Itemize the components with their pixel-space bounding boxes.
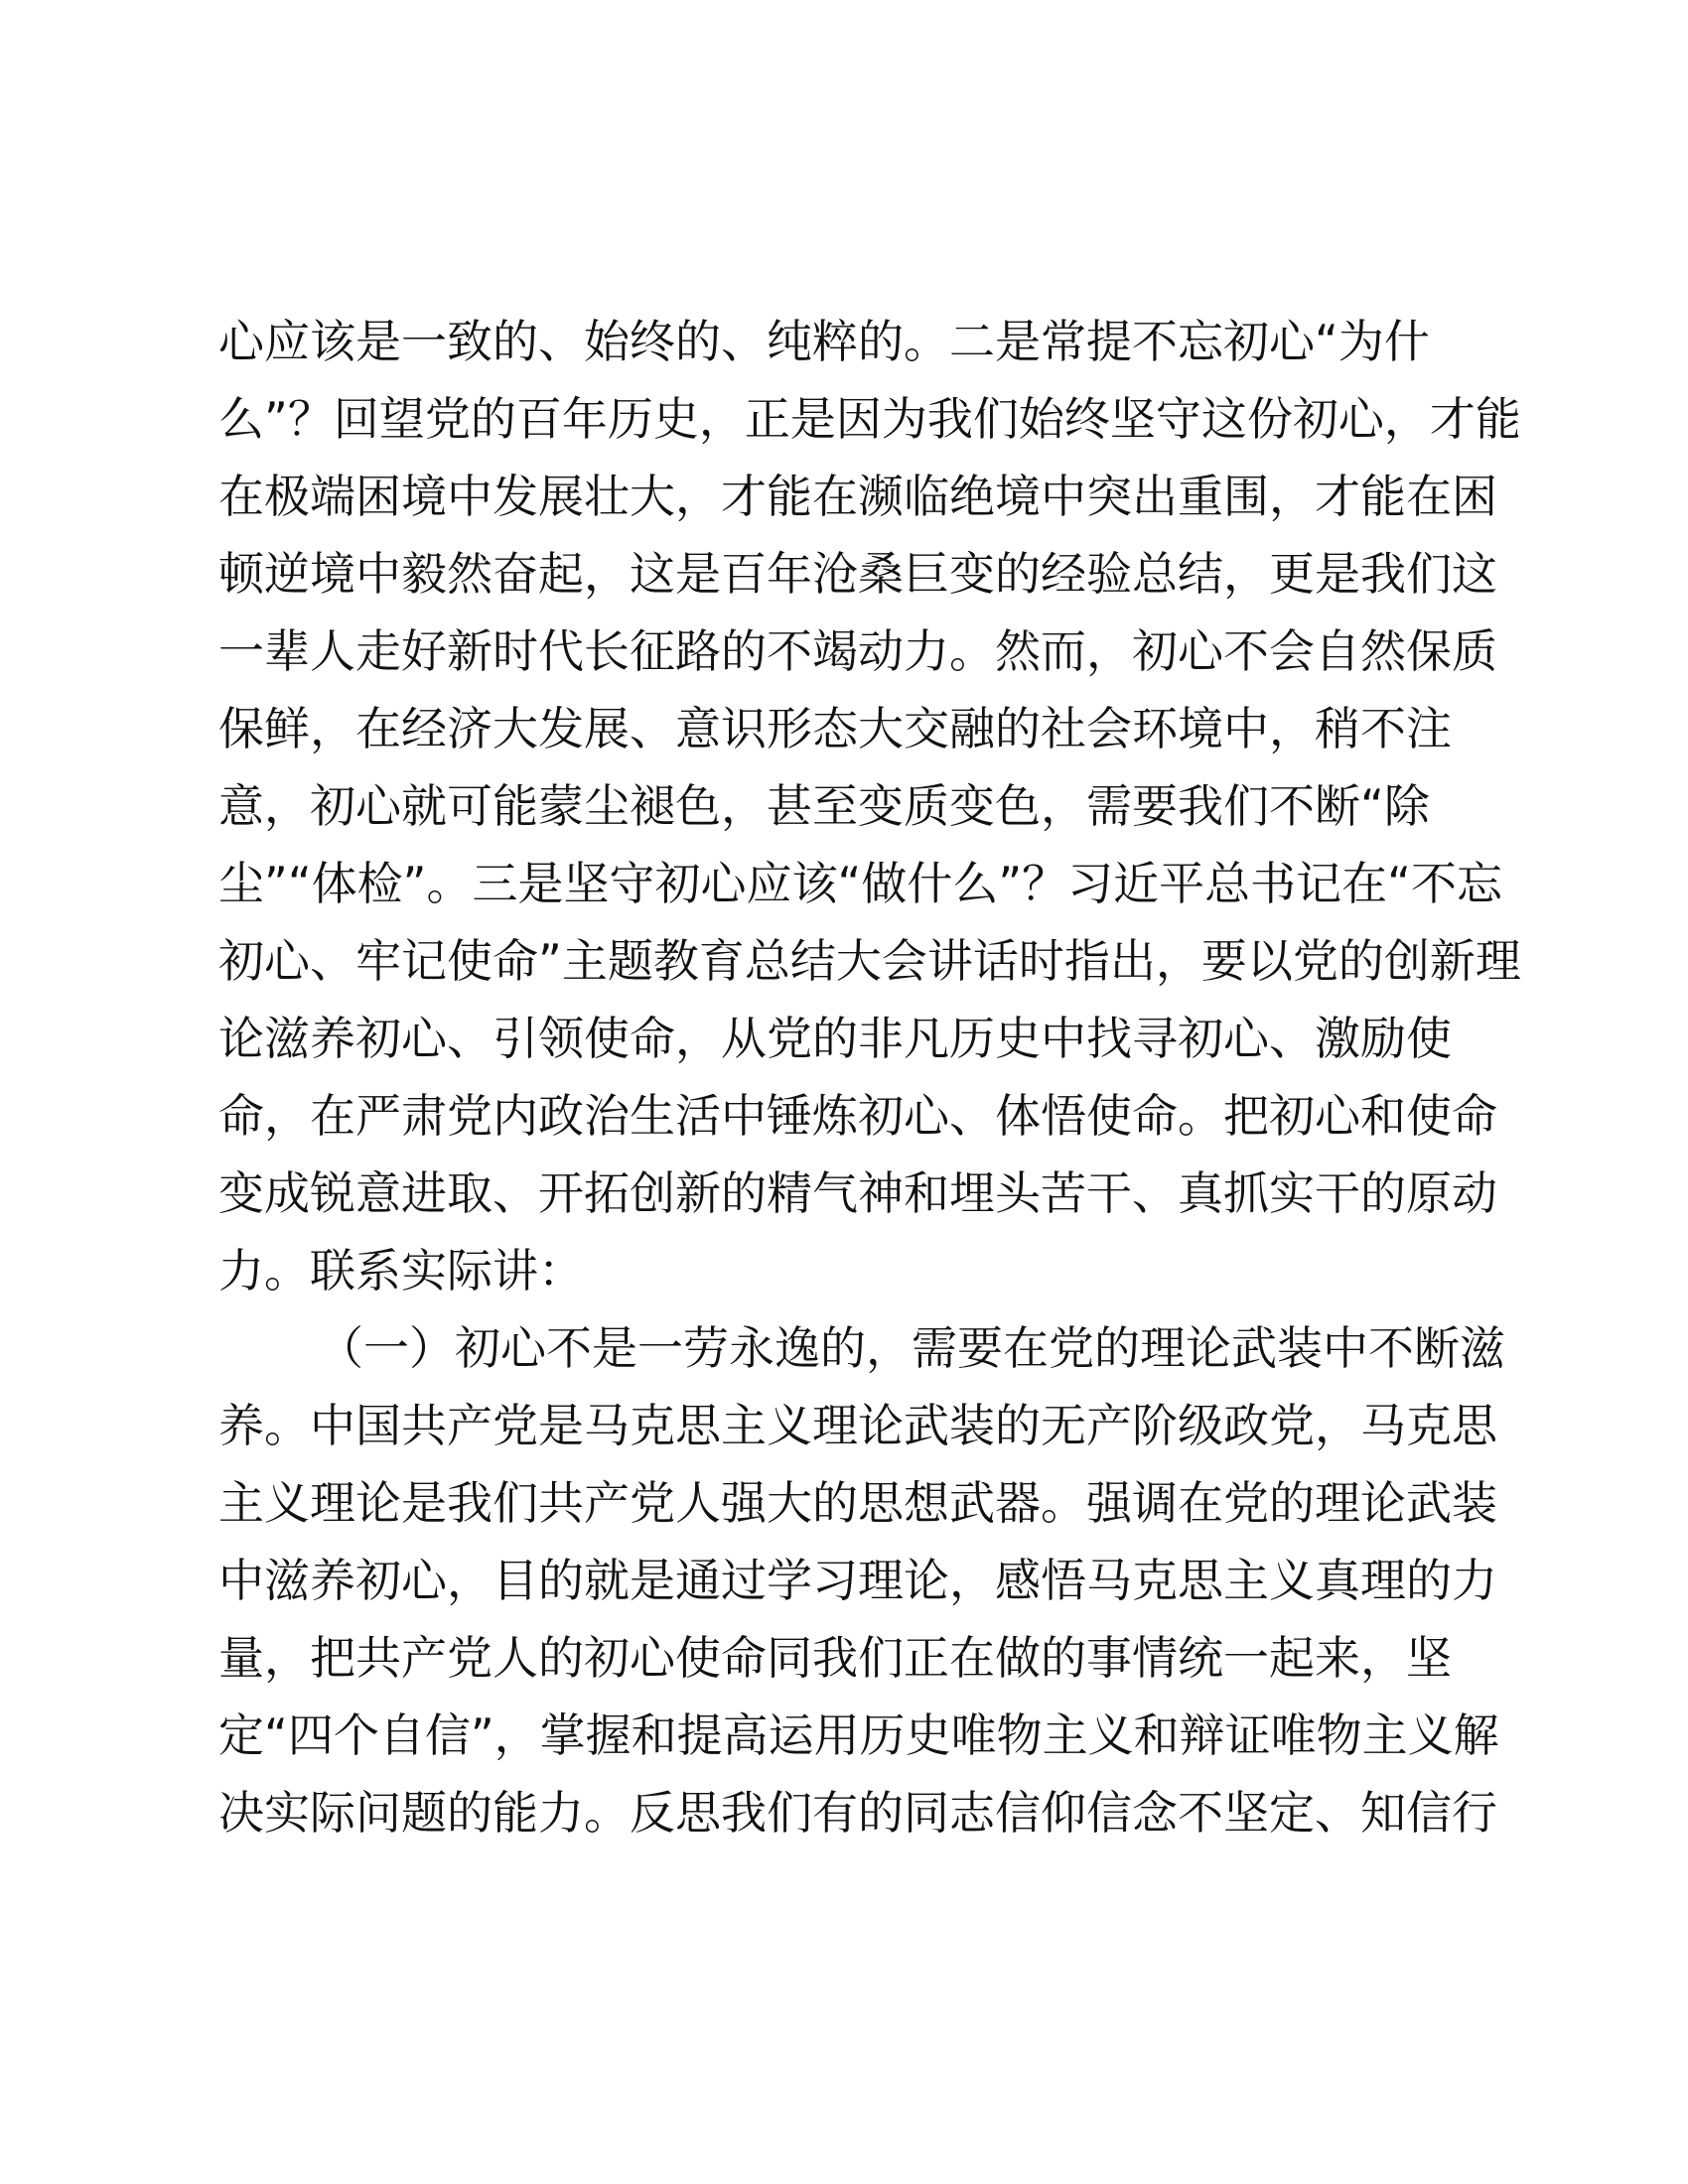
text-line: 在极端困境中发展壮大，才能在濒临绝境中突出重围，才能在困	[218, 470, 1497, 523]
text-line: 决实际问题的能力。反思我们有的同志信仰信念不坚定、知信行	[218, 1786, 1497, 1840]
text-line: 命，在严肃党内政治生活中锤炼初心、体悟使命。把初心和使命	[218, 1089, 1497, 1143]
text-line: 么”？回望党的百年历史，正是因为我们始终坚守这份初心，才能	[218, 392, 1521, 446]
text-line: 意，初心就可能蒙尘褪色，甚至变质变色，需要我们不断“除	[218, 779, 1430, 833]
text-line: 力。联系实际讲：	[218, 1244, 584, 1297]
text-line: 定“四个自信”，掌握和提高运用历史唯物主义和辩证唯物主义解	[218, 1708, 1499, 1762]
text-line: 保鲜，在经济大发展、意识形态大交融的社会环境中，稍不注	[218, 702, 1452, 755]
text-line: 中滋养初心，目的就是通过学习理论，感悟马克思主义真理的力	[218, 1554, 1497, 1607]
text-line: 变成锐意进取、开拓创新的精气神和埋头苦干、真抓实干的原动	[218, 1166, 1497, 1220]
text-line: 量，把共产党人的初心使命同我们正在做的事情统一起来，坚	[218, 1631, 1452, 1685]
text-line: 一辈人走好新时代长征路的不竭动力。然而，初心不会自然保质	[218, 624, 1497, 678]
text-line: 顿逆境中毅然奋起，这是百年沧桑巨变的经验总结，更是我们这	[218, 547, 1497, 601]
text-line: 主义理论是我们共产党人强大的思想武器。强调在党的理论武装	[218, 1476, 1497, 1530]
section-heading-line: （一）初心不是一劳永逸的，需要在党的理论武装中不断滋	[318, 1321, 1505, 1375]
text-line: 论滋养初心、引领使命，从党的非凡历史中找寻初心、激励使	[218, 1012, 1452, 1065]
text-line: 尘”“体检”。三是坚守初心应该“做什么”？习近平总书记在“不忘	[218, 857, 1502, 910]
text-line: 心应该是一致的、始终的、纯粹的。二是常提不忘初心“为什	[218, 315, 1430, 368]
body-text	[218, 303, 1521, 1851]
text-line: 初心、牢记使命”主题教育总结大会讲话时指出，要以党的创新理	[218, 934, 1521, 988]
text-line: 养。中国共产党是马克思主义理论武装的无产阶级政党，马克思	[218, 1399, 1497, 1452]
